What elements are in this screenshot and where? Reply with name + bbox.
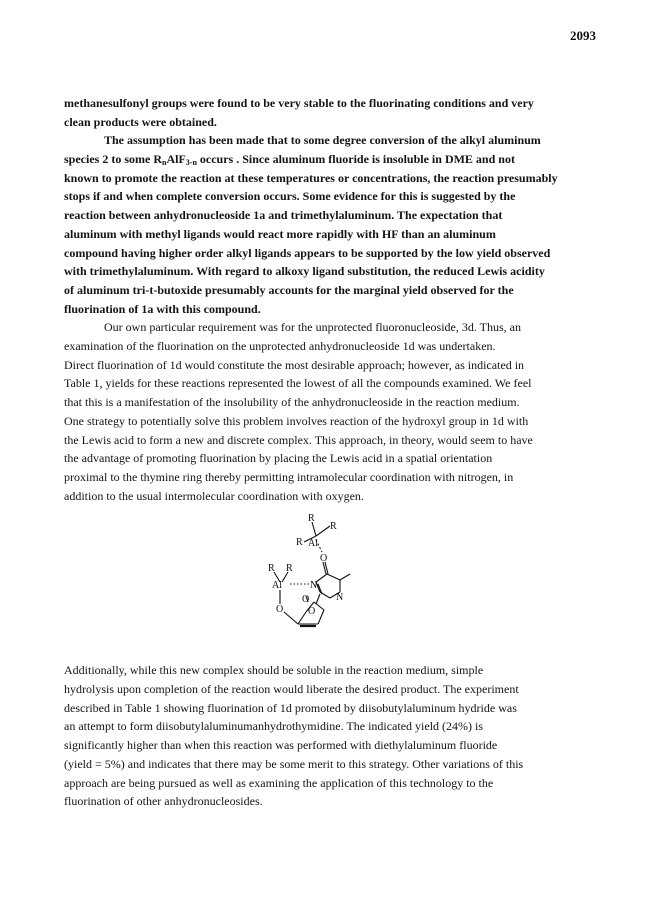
paragraph-3-line: One strategy to potentially solve this problem involves reaction of the hydroxyl group in 1d with: [64, 413, 529, 428]
paragraph-1: [64, 94, 624, 132]
paragraph-4-line: an attempt to form diisobutylaluminumanhydrothymidine. The indicated yield (24%) is: [64, 719, 484, 734]
paragraph-4-line: significantly higher than when this reaction was performed with diethylaluminum fluoride: [64, 738, 498, 752]
paragraph-2-line: fluorination of 1a with this compound.: [64, 301, 261, 316]
paragraph-3-line: proximal to the thymine ring thereby permitting intramolecular coordination with nitrogen, in: [64, 470, 514, 484]
paragraph-4-line: approach are being pursued as well as examining the application of this technology to the: [64, 775, 494, 790]
paragraph-3-line: Our own particular requirement was for the unprotected fluoronucleoside, 3d. Thus, an: [104, 320, 521, 334]
paragraph-2-line: compound having higher order alkyl ligands appears to be supported by the low yield observed: [64, 245, 551, 260]
paragraph-2-line: of aluminum tri-t-butoxide presumably accounts for the marginal yield observed for the: [64, 283, 514, 297]
structure-label-o: O: [320, 553, 328, 564]
structure-label-al: Al: [308, 538, 318, 549]
formula-subscript: n: [161, 157, 167, 167]
structure-label-r: R: [296, 537, 303, 548]
formula-text: occurs . Since aluminum fluoride is insoluble in DME and not: [196, 151, 515, 166]
paragraph-2-line: stops if and when complete conversion occurs. Some evidence for this is suggested by the: [64, 189, 516, 204]
paragraph-2-line: aluminum with methyl ligands would react more rapidly with HF than an aluminum: [64, 226, 496, 241]
paragraph-2-formula-line: [64, 150, 624, 169]
paragraph-3-line: examination of the fluorination on the unprotected anhydronucleoside 1d was undertaken.: [64, 338, 496, 353]
paragraph-1-line: methanesulfonyl groups were found to be very stable to the fluorinating conditions and very: [64, 96, 534, 110]
structure-label-o: O: [302, 594, 310, 605]
paragraph-2: [64, 131, 624, 319]
paragraph-3-line: addition to the usual intermolecular coordination with oxygen.: [64, 488, 364, 503]
structure-drawing: [250, 512, 360, 637]
paragraph-2-line: with trimethylaluminum. With regard to alkoxy ligand substitution, the reduced Lewis acidity: [64, 264, 545, 279]
paragraph-2-line: known to promote the reaction at these temperatures or concentrations, the reaction presumably: [64, 170, 558, 185]
page-number: 2093: [570, 28, 596, 43]
paragraph-4-line: Additionally, while this new complex should be soluble in the reaction medium, simple: [64, 663, 484, 677]
paragraph-3-line: that this is a manifestation of the insolubility of the anhydronucleoside in the reaction medium.: [64, 395, 520, 409]
paragraph-3-line: the Lewis acid to form a new and discrete complex. This approach, in theory, would seem to have: [64, 432, 533, 447]
formula-text: AlF: [166, 151, 186, 166]
paragraph-3-line: Direct fluorination of 1d would constitute the most desirable approach; however, as indicated in: [64, 357, 525, 372]
paragraph-4-line: described in Table 1 showing fluorination of 1d promoted by diisobutylaluminum hydride was: [64, 700, 517, 715]
formula-subscript: 3-n: [185, 157, 197, 167]
structure-label-n: N: [310, 580, 318, 591]
formula-text: species 2 to some R: [64, 151, 162, 166]
paragraph-4-line: fluorination of other anhydronucleosides.: [64, 794, 263, 809]
structure-label-al: Al: [272, 580, 282, 591]
paragraph-4-line: hydrolysis upon completion of the reaction would liberate the desired product. The experiment: [64, 681, 519, 696]
paragraph-2-line: reaction between anhydronucleoside 1a and trimethylaluminum. The expectation that: [64, 208, 503, 222]
chemical-structure: [250, 512, 360, 637]
paragraph-4: [64, 661, 624, 811]
paragraph-3-line: Table 1, yields for these reactions represented the lowest of all the compounds examined. We feel: [64, 376, 532, 391]
paragraph-1-line: clean products were obtained.: [64, 114, 217, 129]
structure-label-r: R: [308, 513, 315, 524]
paragraph-3: [64, 318, 624, 506]
paragraph-3-line: the advantage of promoting fluorination by placing the Lewis acid in a spatial orientation: [64, 451, 493, 466]
structure-label-r: R: [286, 563, 293, 574]
structure-label-o: O: [276, 604, 284, 615]
structure-label-r: R: [268, 563, 275, 574]
structure-label-n: N: [336, 592, 344, 603]
structure-label-r: R: [330, 521, 337, 532]
paragraph-2-line: The assumption has been made that to some degree conversion of the alkyl aluminum: [104, 133, 541, 147]
structure-label-o: O: [308, 606, 316, 617]
paragraph-4-line: (yield = 5%) and indicates that there may be some merit to this strategy. Other variations of this: [64, 756, 524, 771]
